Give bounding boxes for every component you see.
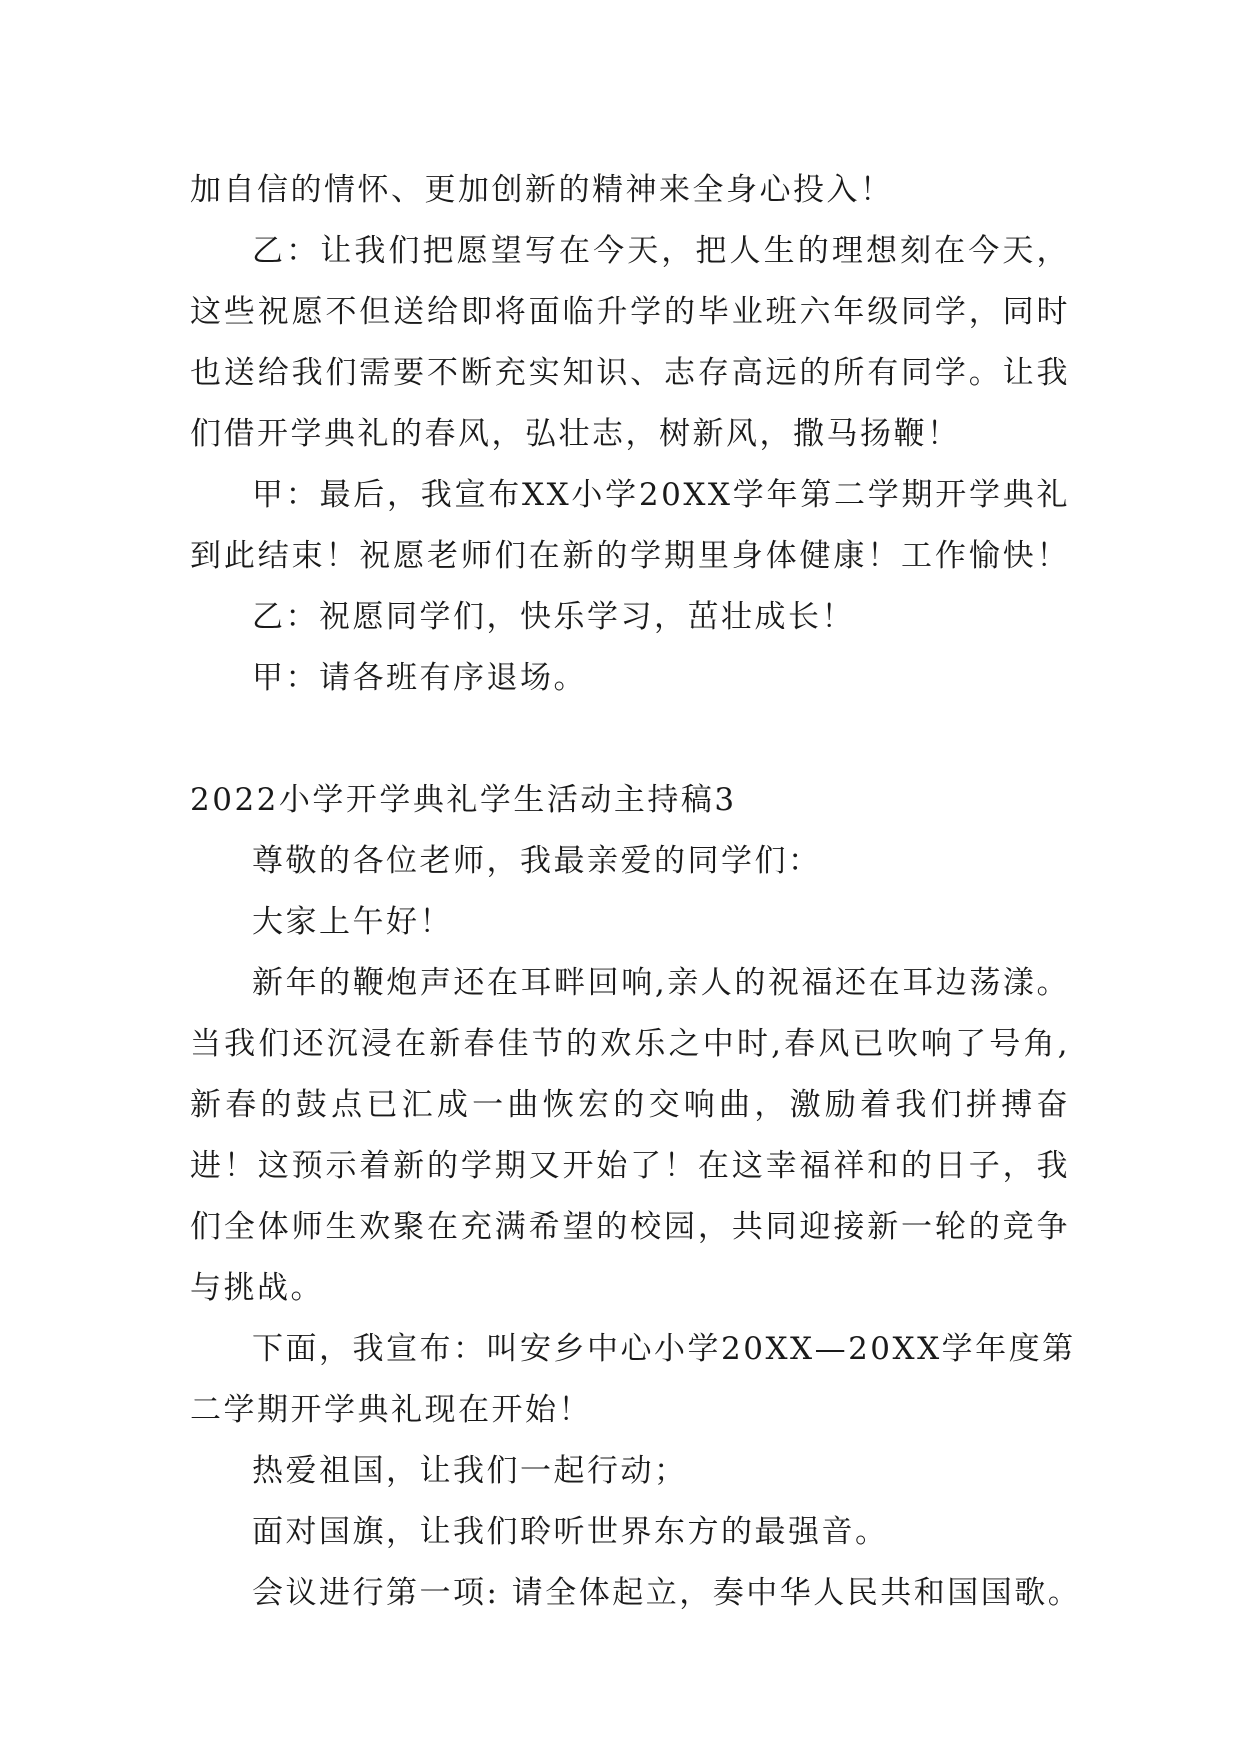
paragraph-line: 与挑战。: [190, 1270, 324, 1306]
section-heading: 2022小学开学典礼学生活动主持稿3: [190, 782, 737, 818]
paragraph-line: 下面，我宣布：叫安乡中心小学20XX—20XX学年度第: [252, 1331, 1076, 1367]
paragraph-line: 二学期开学典礼现在开始！: [190, 1392, 592, 1428]
paragraph-line: 大家上午好！: [252, 904, 453, 940]
paragraph-line: 甲：最后，我宣布XX小学20XX学年第二学期开学典礼: [252, 477, 1070, 513]
paragraph-line: 乙：让我们把愿望写在今天，把人生的理想刻在今天，: [252, 233, 1070, 269]
paragraph-line: 乙：祝愿同学们，快乐学习，茁壮成长！: [252, 599, 855, 635]
paragraph-line: 这些祝愿不但送给即将面临升学的毕业班六年级同学，同时: [190, 294, 1070, 330]
paragraph-line: 加自信的情怀、更加创新的精神来全身心投入！: [190, 172, 894, 208]
paragraph-line: 到此结束！祝愿老师们在新的学期里身体健康！工作愉快！: [190, 538, 1070, 574]
paragraph-line: 新春的鼓点已汇成一曲恢宏的交响曲，激励着我们拼搏奋: [190, 1087, 1070, 1123]
paragraph-line: 尊敬的各位老师，我最亲爱的同学们：: [252, 843, 822, 879]
paragraph-line: 热爱祖国，让我们一起行动；: [252, 1453, 688, 1489]
paragraph-line: 们全体师生欢聚在充满希望的校园，共同迎接新一轮的竞争: [190, 1209, 1070, 1245]
paragraph-line: 也送给我们需要不断充实知识、志存高远的所有同学。让我: [190, 355, 1070, 391]
paragraph-line: 面对国旗，让我们聆听世界东方的最强音。: [252, 1514, 889, 1550]
paragraph-line: 进！这预示着新的学期又开始了！在这幸福祥和的日子，我: [190, 1148, 1070, 1184]
paragraph-line: 新年的鞭炮声还在耳畔回响,亲人的祝福还在耳边荡漾。: [252, 965, 1070, 1001]
document-page: [190, 160, 1082, 1624]
paragraph-line: 们借开学典礼的春风，弘壮志，树新风，撒马扬鞭！: [190, 416, 961, 452]
paragraph-line: 会议进行第一项: 请全体起立，奏中华人民共和国国歌。: [252, 1575, 1082, 1611]
paragraph-line: 当我们还沉浸在新春佳节的欢乐之中时,春风已吹响了号角,: [190, 1026, 1070, 1062]
paragraph-line: 甲：请各班有序退场。: [252, 660, 587, 696]
